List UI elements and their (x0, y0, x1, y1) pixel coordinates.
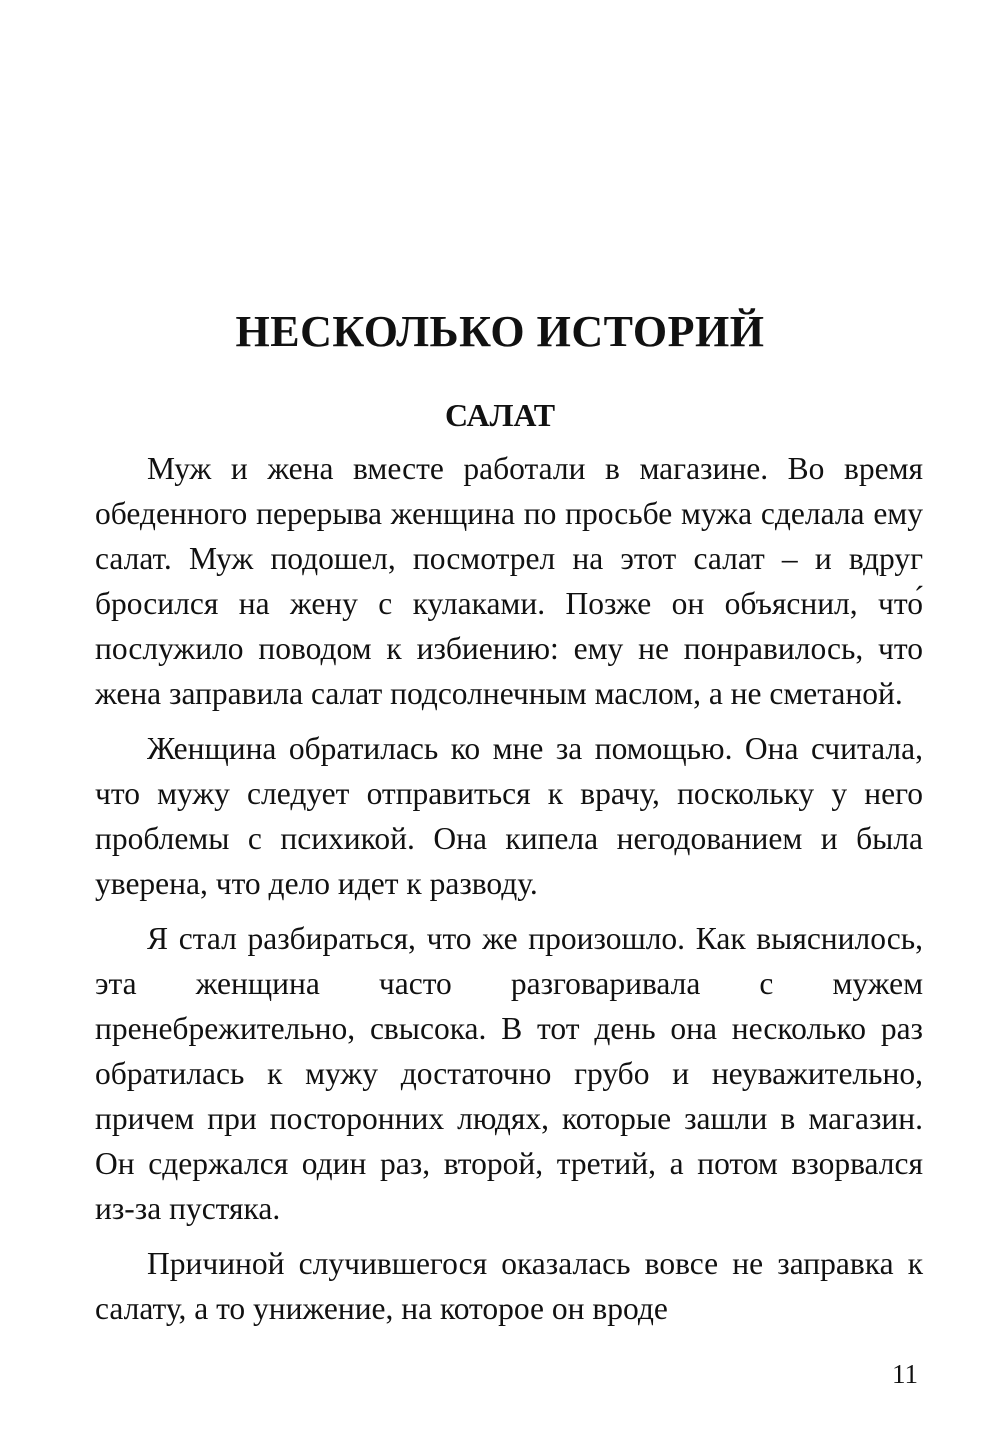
section-title: САЛАТ (444, 397, 556, 433)
chapter-title: НЕСКОЛЬКО ИСТОРИЙ (235, 307, 765, 356)
paragraph: Причиной случившегося оказалась вовсе не заправка к салату, а то унижение, на которое он вроде (95, 1246, 923, 1326)
text-body (95, 446, 923, 1341)
paragraph: Женщина обратилась ко мне за помощью. Она считала, что мужу следует отправиться к врачу, поскольку у него проблемы с психикой. Она кипела негодованием и была уверена, что дело идет к разводу. (95, 731, 923, 901)
page-number: 11 (892, 1359, 918, 1389)
paragraph: Муж и жена вместе работали в магазине. Во время обеденного перерыва женщина по просьбе мужа сделала ему салат. Муж подошел, посмотрел на этот салат – и вдруг бросился на жену с кулаками. Позже он объяснил, что́ послужило поводом к избиению: ему не понравилось, что жена заправила салат подсолнечным маслом, а не сметаной. (95, 451, 923, 711)
paragraph: Я стал разбираться, что же произошло. Как выяснилось, эта женщина часто разговаривала с мужем пренебрежительно, свысока. В тот день она несколько раз обратилась к мужу достаточно грубо и неуважительно, причем при посторонних людях, которые зашли в магазин. Он сдержался один раз, второй, третий, а потом взорвался из-за пустяка. (95, 921, 923, 1226)
